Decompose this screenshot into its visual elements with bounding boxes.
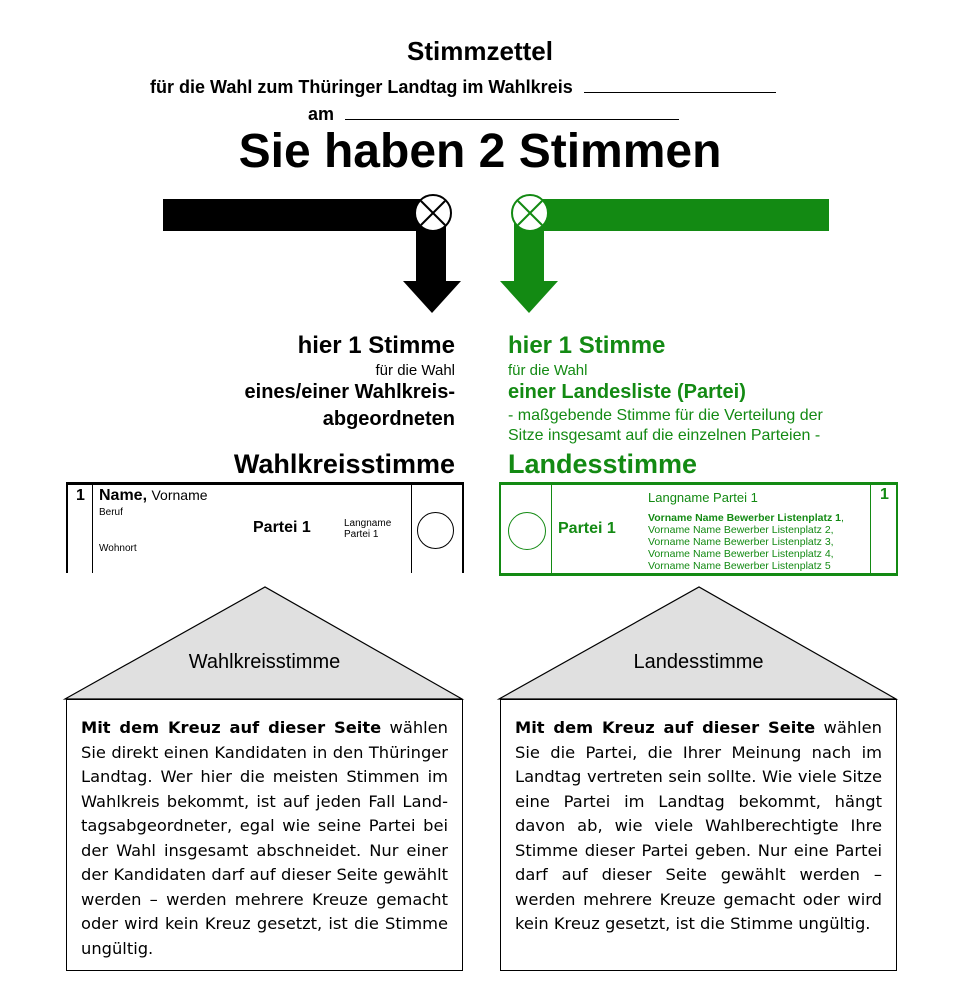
ballot-divider bbox=[870, 485, 871, 573]
list-party-longname: Langname Partei 1 bbox=[648, 490, 758, 505]
list-candidate-2: Vorname Name Bewerber Listenplatz 2, bbox=[648, 524, 834, 536]
left-roof-label: Wahlkreisstimme bbox=[188, 651, 341, 673]
right-small: für die Wahl bbox=[508, 362, 588, 379]
ballot-divider bbox=[551, 485, 552, 573]
left-line1: eines/einer Wahlkreis- bbox=[244, 381, 455, 403]
candidate-party-longname bbox=[344, 518, 391, 540]
right-note2: Sitze insgesamt auf die einzelnen Parteien - bbox=[508, 427, 821, 444]
list-candidate-1-name: Vorname Name Bewerber Listenplatz 1 bbox=[648, 512, 841, 524]
ballot-divider bbox=[92, 485, 93, 573]
landesliste-vote-circle[interactable] bbox=[508, 512, 546, 550]
left-vote-name: Wahlkreisstimme bbox=[233, 449, 455, 479]
left-info-box bbox=[66, 699, 463, 971]
left-info-bold: Mit dem Kreuz auf dieser Seite bbox=[81, 718, 382, 737]
left-roof bbox=[60, 585, 470, 702]
right-arrow bbox=[500, 195, 829, 313]
wahlkreis-ballot-row bbox=[66, 482, 464, 573]
wahlkreis-vote-circle[interactable] bbox=[417, 512, 454, 549]
arrows-graphic bbox=[0, 185, 960, 325]
subtitle-text: für die Wahl zum Thüringer Landtag im Wahlkreis bbox=[150, 77, 573, 97]
list-candidates bbox=[648, 512, 844, 572]
candidate-wohnort: Wohnort bbox=[99, 543, 137, 554]
right-vote-name: Landesstimme bbox=[508, 449, 698, 479]
longname-line2: Partei 1 bbox=[344, 529, 379, 540]
ballot-title: Stimmzettel bbox=[407, 36, 553, 66]
right-info-box bbox=[500, 699, 897, 971]
right-line1: einer Landesliste (Partei) bbox=[508, 381, 746, 403]
ballot-subtitle bbox=[150, 75, 776, 98]
wahlkreis-blank-line bbox=[584, 75, 776, 93]
list-candidate-5: Vorname Name Bewerber Listenplatz 5 bbox=[648, 560, 831, 572]
right-note1: - maßgebende Stimme für die Verteilung der bbox=[508, 407, 823, 424]
candidate-number: 1 bbox=[76, 487, 85, 504]
candidate-vorname: Vorname bbox=[151, 487, 208, 503]
right-roof bbox=[494, 585, 904, 702]
am-label: am bbox=[308, 104, 335, 124]
right-info-bold: Mit dem Kreuz auf dieser Seite bbox=[515, 718, 816, 737]
list-candidate-1-comma: , bbox=[840, 512, 844, 524]
candidate-beruf: Beruf bbox=[99, 507, 123, 518]
date-blank-line bbox=[345, 102, 679, 120]
right-info-text: wählen Sie die Partei, die Ihrer Meinung nach im Landtag vertreten sein sollte. Wie viele Sitze eine Partei im Landtag bekommt, hängt davon ab, wie viele Wahlberechtigte Ihre Stimme dieser Partei geben. Nur eine Partei darf auf dieser Seite gewählt werden – werden mehrere Kreuze gemacht oder wird kein Kreuz gesetzt, ist die Stimme ungültig. bbox=[515, 718, 882, 933]
list-candidate-3: Vorname Name Bewerber Listenplatz 3, bbox=[648, 536, 834, 548]
candidate-party: Partei 1 bbox=[253, 519, 311, 536]
date-line bbox=[308, 102, 679, 125]
list-party: Partei 1 bbox=[558, 520, 616, 537]
right-roof-label: Landesstimme bbox=[633, 651, 764, 673]
left-heading: hier 1 Stimme bbox=[297, 332, 455, 359]
left-info-text: wählen Sie direkt einen Kandidaten in den Thüringer Landtag. Wer hier die meisten Stimmen im Wahlkreis bekommt, ist auf jeden Fall Landtagsabgeordneter, egal wie seine Partei bei der Wahl insgesamt abschneidet. Nur einer der Kandidaten darf auf dieser Seite gewählt werden – werden mehrere Kreuze gemacht oder wird kein Kreuz gesetzt, ist die Stimme ungültig. bbox=[81, 718, 448, 958]
left-arrow bbox=[163, 195, 461, 313]
landesliste-ballot-row bbox=[499, 482, 898, 576]
candidate-name-line bbox=[99, 487, 208, 505]
list-candidate-4: Vorname Name Bewerber Listenplatz 4, bbox=[648, 548, 834, 560]
list-number: 1 bbox=[880, 486, 889, 503]
list-candidate-1 bbox=[648, 512, 844, 524]
right-heading: hier 1 Stimme bbox=[508, 332, 666, 359]
candidate-name: Name, bbox=[99, 487, 148, 504]
headline: Sie haben 2 Stimmen bbox=[238, 125, 722, 178]
longname-line1: Langname bbox=[344, 518, 392, 529]
left-small: für die Wahl bbox=[375, 362, 455, 379]
left-line2: abgeordneten bbox=[322, 408, 455, 430]
ballot-divider bbox=[411, 485, 412, 573]
